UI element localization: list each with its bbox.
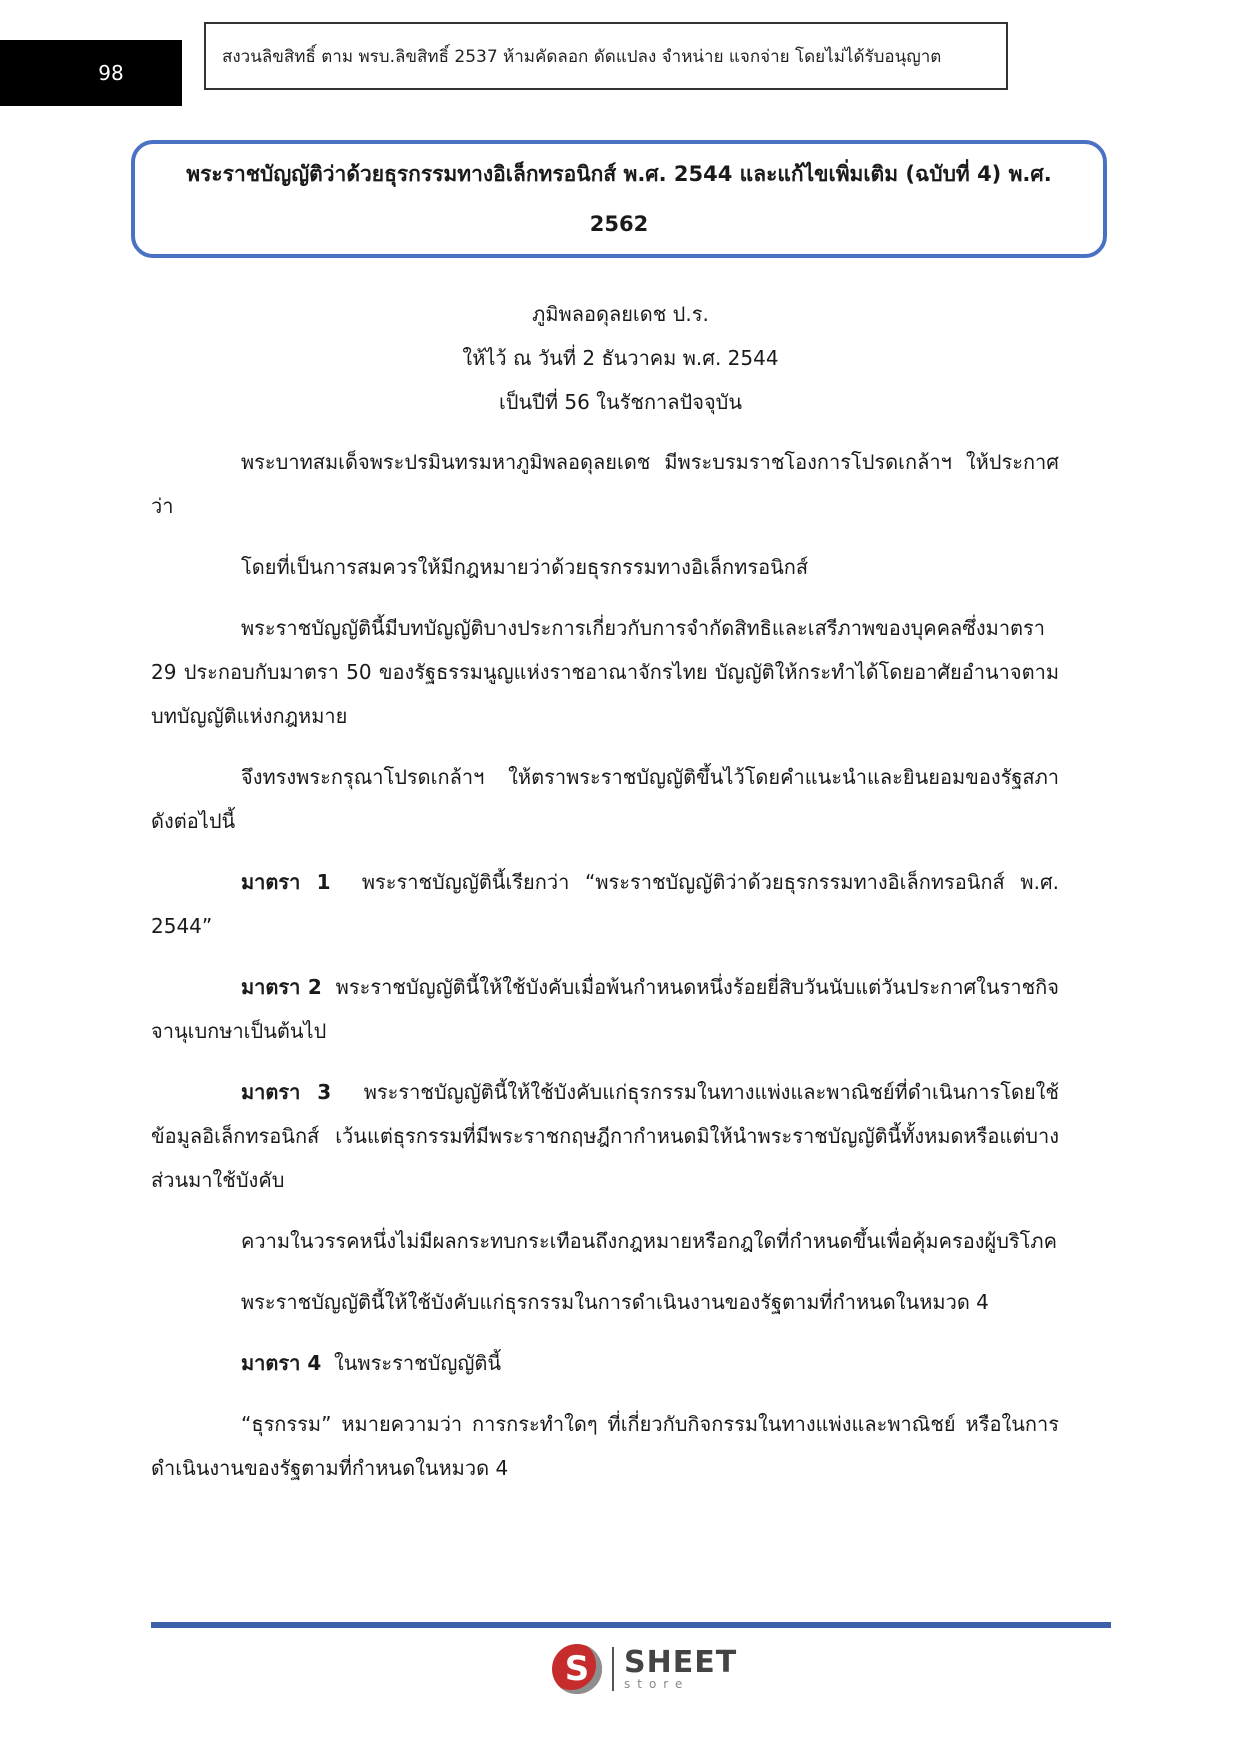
page-number: 98 xyxy=(0,40,182,106)
document-title: พระราชบัญญัติว่าด้วยธุรกรรมทางอิเล็กทรอนิกส์ พ.ศ. 2544 และแก้ไขเพิ่มเติม (ฉบับที่ 4) พ.ศ. 2562 xyxy=(186,162,1052,236)
document-body xyxy=(151,440,1059,1507)
section-4 xyxy=(151,1341,1059,1385)
sheet-store-logo-icon: S xyxy=(552,1644,602,1694)
rights-limitation-paragraph: พระราชบัญญัตินี้มีบทบัญญัติบางประการเกี่ยวกับการจำกัดสิทธิและเสรีภาพของบุคคลซึ่งมาตรา 29 ประกอบกับมาตรา 50 ของรัฐธรรมนูญแห่งราชอาณาจักรไทย บัญญัติให้กระทำได้โดยอาศัยอำนาจตามบทบัญญัติแห่งกฎหมาย xyxy=(151,616,1059,728)
logo-wordmark xyxy=(624,1645,738,1691)
section-3 xyxy=(151,1070,1059,1202)
section-4-definition: “ธุรกรรม” หมายความว่า การกระทำใดๆ ที่เกี่ยวกับกิจกรรมในทางแพ่งและพาณิชย์ หรือในการดำเนินงานของรัฐตามที่กำหนดในหมวด 4 xyxy=(151,1412,1059,1480)
enactment-paragraph: จึงทรงพระกรุณาโปรดเกล้าฯ ให้ตราพระราชบัญญัติขึ้นไว้โดยคำแนะนำและยินยอมของรัฐสภาดังต่อไปนี้ xyxy=(151,765,1059,833)
royal-preamble xyxy=(0,292,1241,424)
logo-sub-text: store xyxy=(624,1677,690,1691)
given-date-line: ให้ไว้ ณ วันที่ 2 ธันวาคม พ.ศ. 2544 xyxy=(462,346,779,370)
section-label: มาตรา 1 xyxy=(241,870,331,894)
section-text: ในพระราชบัญญัตินี้ xyxy=(333,1351,502,1375)
document-title-box xyxy=(131,140,1107,258)
royal-signature-line: ภูมิพลอดุลยเดช ป.ร. xyxy=(532,302,709,326)
proclamation-paragraph: พระบาทสมเด็จพระปรมินทรมหาภูมิพลอดุลยเดช มีพระบรมราชโองการโปรดเกล้าฯ ให้ประกาศว่า xyxy=(151,450,1059,518)
section-label: มาตรา 4 xyxy=(241,1351,322,1375)
section-text: พระราชบัญญัตินี้ให้ใช้บังคับแก่ธุรกรรมในทางแพ่งและพาณิชย์ที่ดำเนินการโดยใช้ข้อมูลอิเล็กทรอนิกส์ เว้นแต่ธุรกรรมที่มีพระราชกฤษฎีกากำหนดมิให้นำพระราชบัญญัตินี้ทั้งหมดหรือแต่บางส่วนมาใช้บังคับ xyxy=(151,1080,1059,1192)
section-1 xyxy=(151,860,1059,948)
rationale-paragraph: โดยที่เป็นการสมควรให้มีกฎหมายว่าด้วยธุรกรรมทางอิเล็กทรอนิกส์ xyxy=(241,555,809,579)
copyright-notice: สงวนลิขสิทธิ์ ตาม พรบ.ลิขสิทธิ์ 2537 ห้ามคัดลอก ดัดแปลง จำหน่าย แจกจ่าย โดยไม่ได้รับอนุญาต xyxy=(204,22,1008,90)
footer-divider xyxy=(151,1622,1111,1628)
logo-divider xyxy=(612,1647,614,1691)
section-label: มาตรา 3 xyxy=(241,1080,332,1104)
section-2 xyxy=(151,965,1059,1053)
section-text: พระราชบัญญัตินี้ให้ใช้บังคับเมื่อพ้นกำหนดหนึ่งร้อยยี่สิบวันนับแต่วันประกาศในราชกิจจานุเบกษาเป็นต้นไป xyxy=(151,975,1059,1043)
sheet-store-logo xyxy=(552,1640,737,1698)
logo-main-text: SHEET xyxy=(624,1645,738,1680)
section-label: มาตรา 2 xyxy=(241,975,322,999)
section-3-paragraph-2: ความในวรรคหนึ่งไม่มีผลกระทบกระเทือนถึงกฎหมายหรือกฎใดที่กำหนดขึ้นเพื่อคุ้มครองผู้บริโภค xyxy=(241,1229,1057,1253)
section-3-paragraph-3: พระราชบัญญัตินี้ให้ใช้บังคับแก่ธุรกรรมในการดำเนินงานของรัฐตามที่กำหนดในหมวด 4 xyxy=(241,1290,989,1314)
reign-year-line: เป็นปีที่ 56 ในรัชกาลปัจจุบัน xyxy=(498,390,743,414)
section-text: พระราชบัญญัตินี้เรียกว่า “พระราชบัญญัติว่าด้วยธุรกรรมทางอิเล็กทรอนิกส์ พ.ศ. 2544” xyxy=(151,870,1059,938)
